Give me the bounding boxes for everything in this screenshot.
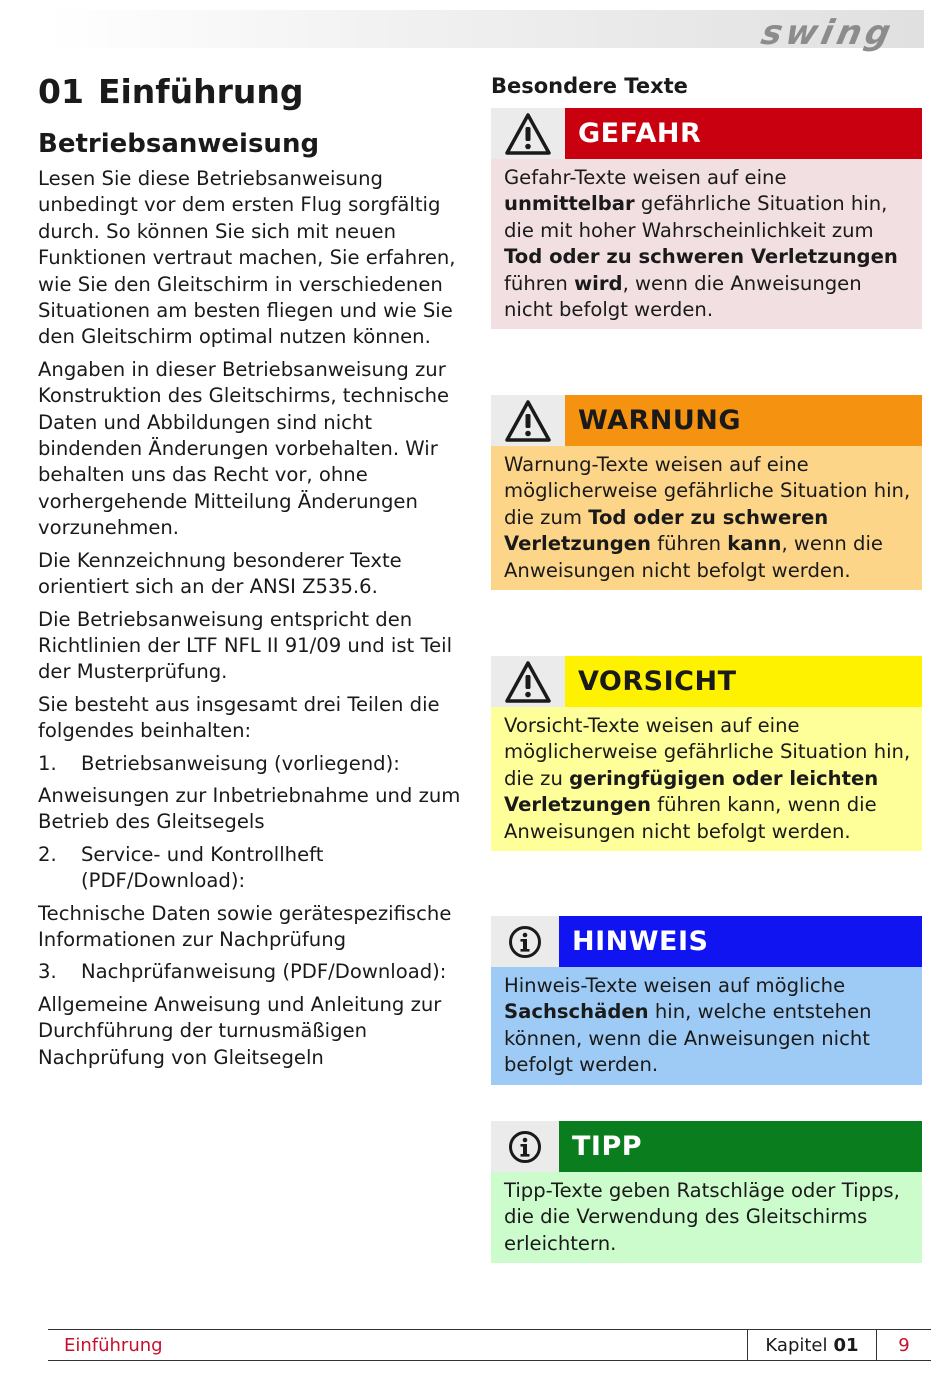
box-body bbox=[491, 1172, 922, 1263]
numbered-item bbox=[38, 842, 466, 895]
emphasis-text: unmittelbar bbox=[504, 192, 635, 216]
item-description: Anweisungen zur Inbetriebnahme und zum Betrieb des Gleitsegels bbox=[38, 783, 461, 834]
paragraph: Die Kennzeichnung besonderer Texte orientiert sich an der ANSI Z535.6. bbox=[38, 548, 402, 599]
numbered-item bbox=[38, 959, 466, 985]
footer-chapter bbox=[747, 1330, 877, 1360]
left-column bbox=[38, 70, 466, 1077]
box-header bbox=[491, 1121, 922, 1172]
emphasis-text: Tod oder zu schweren Verletzungen bbox=[504, 505, 829, 556]
info-circle-icon bbox=[491, 916, 559, 967]
item-title: Service- und Kontrollheft (PDF/Download): bbox=[81, 842, 324, 893]
chapter-title bbox=[38, 70, 466, 114]
footer-chapter-label: Kapitel bbox=[765, 1334, 828, 1356]
box-body bbox=[491, 159, 922, 329]
box-header bbox=[491, 656, 922, 707]
box-body bbox=[491, 446, 922, 590]
notice-box-tipp bbox=[491, 1121, 922, 1263]
item-description: Allgemeine Anweisung und Anleitung zur Durchführung der turnusmäßigen Nachprüfung von Gleitsegeln bbox=[38, 992, 442, 1069]
box-header bbox=[491, 395, 922, 446]
item-number: 3. bbox=[38, 960, 57, 984]
box-body bbox=[491, 967, 922, 1085]
body-text: Vorsicht-Texte weisen auf eine möglicherweise gefährliche Situation hin, die zu bbox=[504, 714, 911, 790]
paragraph: Angaben in dieser Betriebsanweisung zur Konstruktion des Gleitschirms, technische Daten und Abbildungen sind nicht bindenden Änderungen vorbehalten. Wir behalten uns das Recht vor, ohne vorhergehende Mitteilung Änderungen vorzunehmen. bbox=[38, 357, 450, 540]
box-label: TIPP bbox=[559, 1121, 922, 1172]
body-text: gefährliche Situation hin, die mit hoher Wahrscheinlichkeit zum bbox=[504, 192, 888, 242]
page-footer bbox=[48, 1329, 931, 1361]
chapter-title-text: Einführung bbox=[97, 72, 304, 111]
notice-box-hinweis bbox=[491, 916, 922, 1085]
item-title: Betriebsanweisung (vorliegend): bbox=[81, 751, 400, 775]
item-title: Nachprüfanweisung (PDF/Download): bbox=[81, 960, 447, 984]
hazard-box-gefahr bbox=[491, 108, 922, 329]
box-header bbox=[491, 108, 922, 159]
paragraph: Die Betriebsanweisung entspricht den Richtlinien der LTF NFL II 91/09 und ist Teil der Musterprüfung. bbox=[38, 607, 453, 684]
warning-triangle-icon bbox=[491, 656, 565, 707]
emphasis-text: geringfügigen oder leichten Verletzungen bbox=[504, 766, 879, 817]
body-text: , wenn die Anweisungen nicht befolgt werden. bbox=[504, 271, 862, 322]
body-text: Warnung-Texte weisen auf eine möglicherweise gefährliche Situation hin, die zum bbox=[504, 453, 911, 529]
box-label: WARNUNG bbox=[565, 395, 922, 446]
item-number: 2. bbox=[38, 842, 57, 866]
right-column bbox=[491, 70, 923, 102]
emphasis-text: kann bbox=[727, 532, 782, 556]
paragraph: Lesen Sie diese Betriebsanweisung unbedingt vor dem ersten Flug sorgfältig durch. So können Sie sich mit neuen Funktionen vertraut machen, Sie erfahren, wie Sie den Gleitschirm in verschiedenen Situationen am besten fliegen und wie Sie den Gleitschirm optimal nutzen können. bbox=[38, 167, 456, 349]
warning-triangle-icon bbox=[491, 108, 565, 159]
item-number: 1. bbox=[38, 751, 57, 775]
box-label: HINWEIS bbox=[559, 916, 922, 967]
info-circle-icon bbox=[491, 1121, 559, 1172]
numbered-item bbox=[38, 751, 466, 777]
emphasis-text: Sachschäden bbox=[504, 1000, 649, 1024]
footer-chapter-number: 01 bbox=[833, 1334, 859, 1356]
emphasis-text: wird bbox=[574, 271, 623, 295]
item-description: Technische Daten sowie gerätespezifische Informationen zur Nachprüfung bbox=[38, 901, 452, 951]
hazard-box-vorsicht bbox=[491, 656, 922, 851]
body-text: hin, welche entstehen können, wenn die Anweisungen nicht befolgt werden. bbox=[504, 1000, 872, 1077]
box-label: VORSICHT bbox=[565, 656, 922, 707]
paragraph: Sie besteht aus insgesamt drei Teilen die folgendes beinhalten: bbox=[38, 692, 440, 743]
special-texts-title: Besondere Texte bbox=[491, 74, 688, 98]
box-body bbox=[491, 707, 922, 851]
brand-logo: swing bbox=[757, 13, 899, 53]
footer-section: Einführung bbox=[64, 1334, 163, 1356]
body-text: führen bbox=[650, 532, 728, 556]
body-text: , wenn die Anweisungen nicht befolgt werden. bbox=[504, 532, 883, 582]
page-number: 9 bbox=[898, 1334, 910, 1356]
box-header bbox=[491, 916, 922, 967]
warning-triangle-icon bbox=[491, 395, 565, 446]
chapter-number: 01 bbox=[38, 72, 84, 111]
body-text: Gefahr-Texte weisen auf eine bbox=[504, 166, 787, 189]
hazard-box-warnung bbox=[491, 395, 922, 590]
body-text: Hinweis-Texte weisen auf mögliche bbox=[504, 974, 846, 997]
body-text: Tipp-Texte geben Ratschläge oder Tipps, die die Verwendung des Gleitschirms erleichtern. bbox=[504, 1179, 900, 1255]
body-text: führen bbox=[504, 271, 575, 295]
emphasis-text: Tod oder zu schweren Verletzungen bbox=[504, 245, 898, 269]
body-text: führen kann, wenn die Anweisungen nicht befolgt werden. bbox=[504, 793, 877, 843]
box-label: GEFAHR bbox=[565, 108, 922, 159]
section-title: Betriebsanweisung bbox=[38, 129, 320, 159]
